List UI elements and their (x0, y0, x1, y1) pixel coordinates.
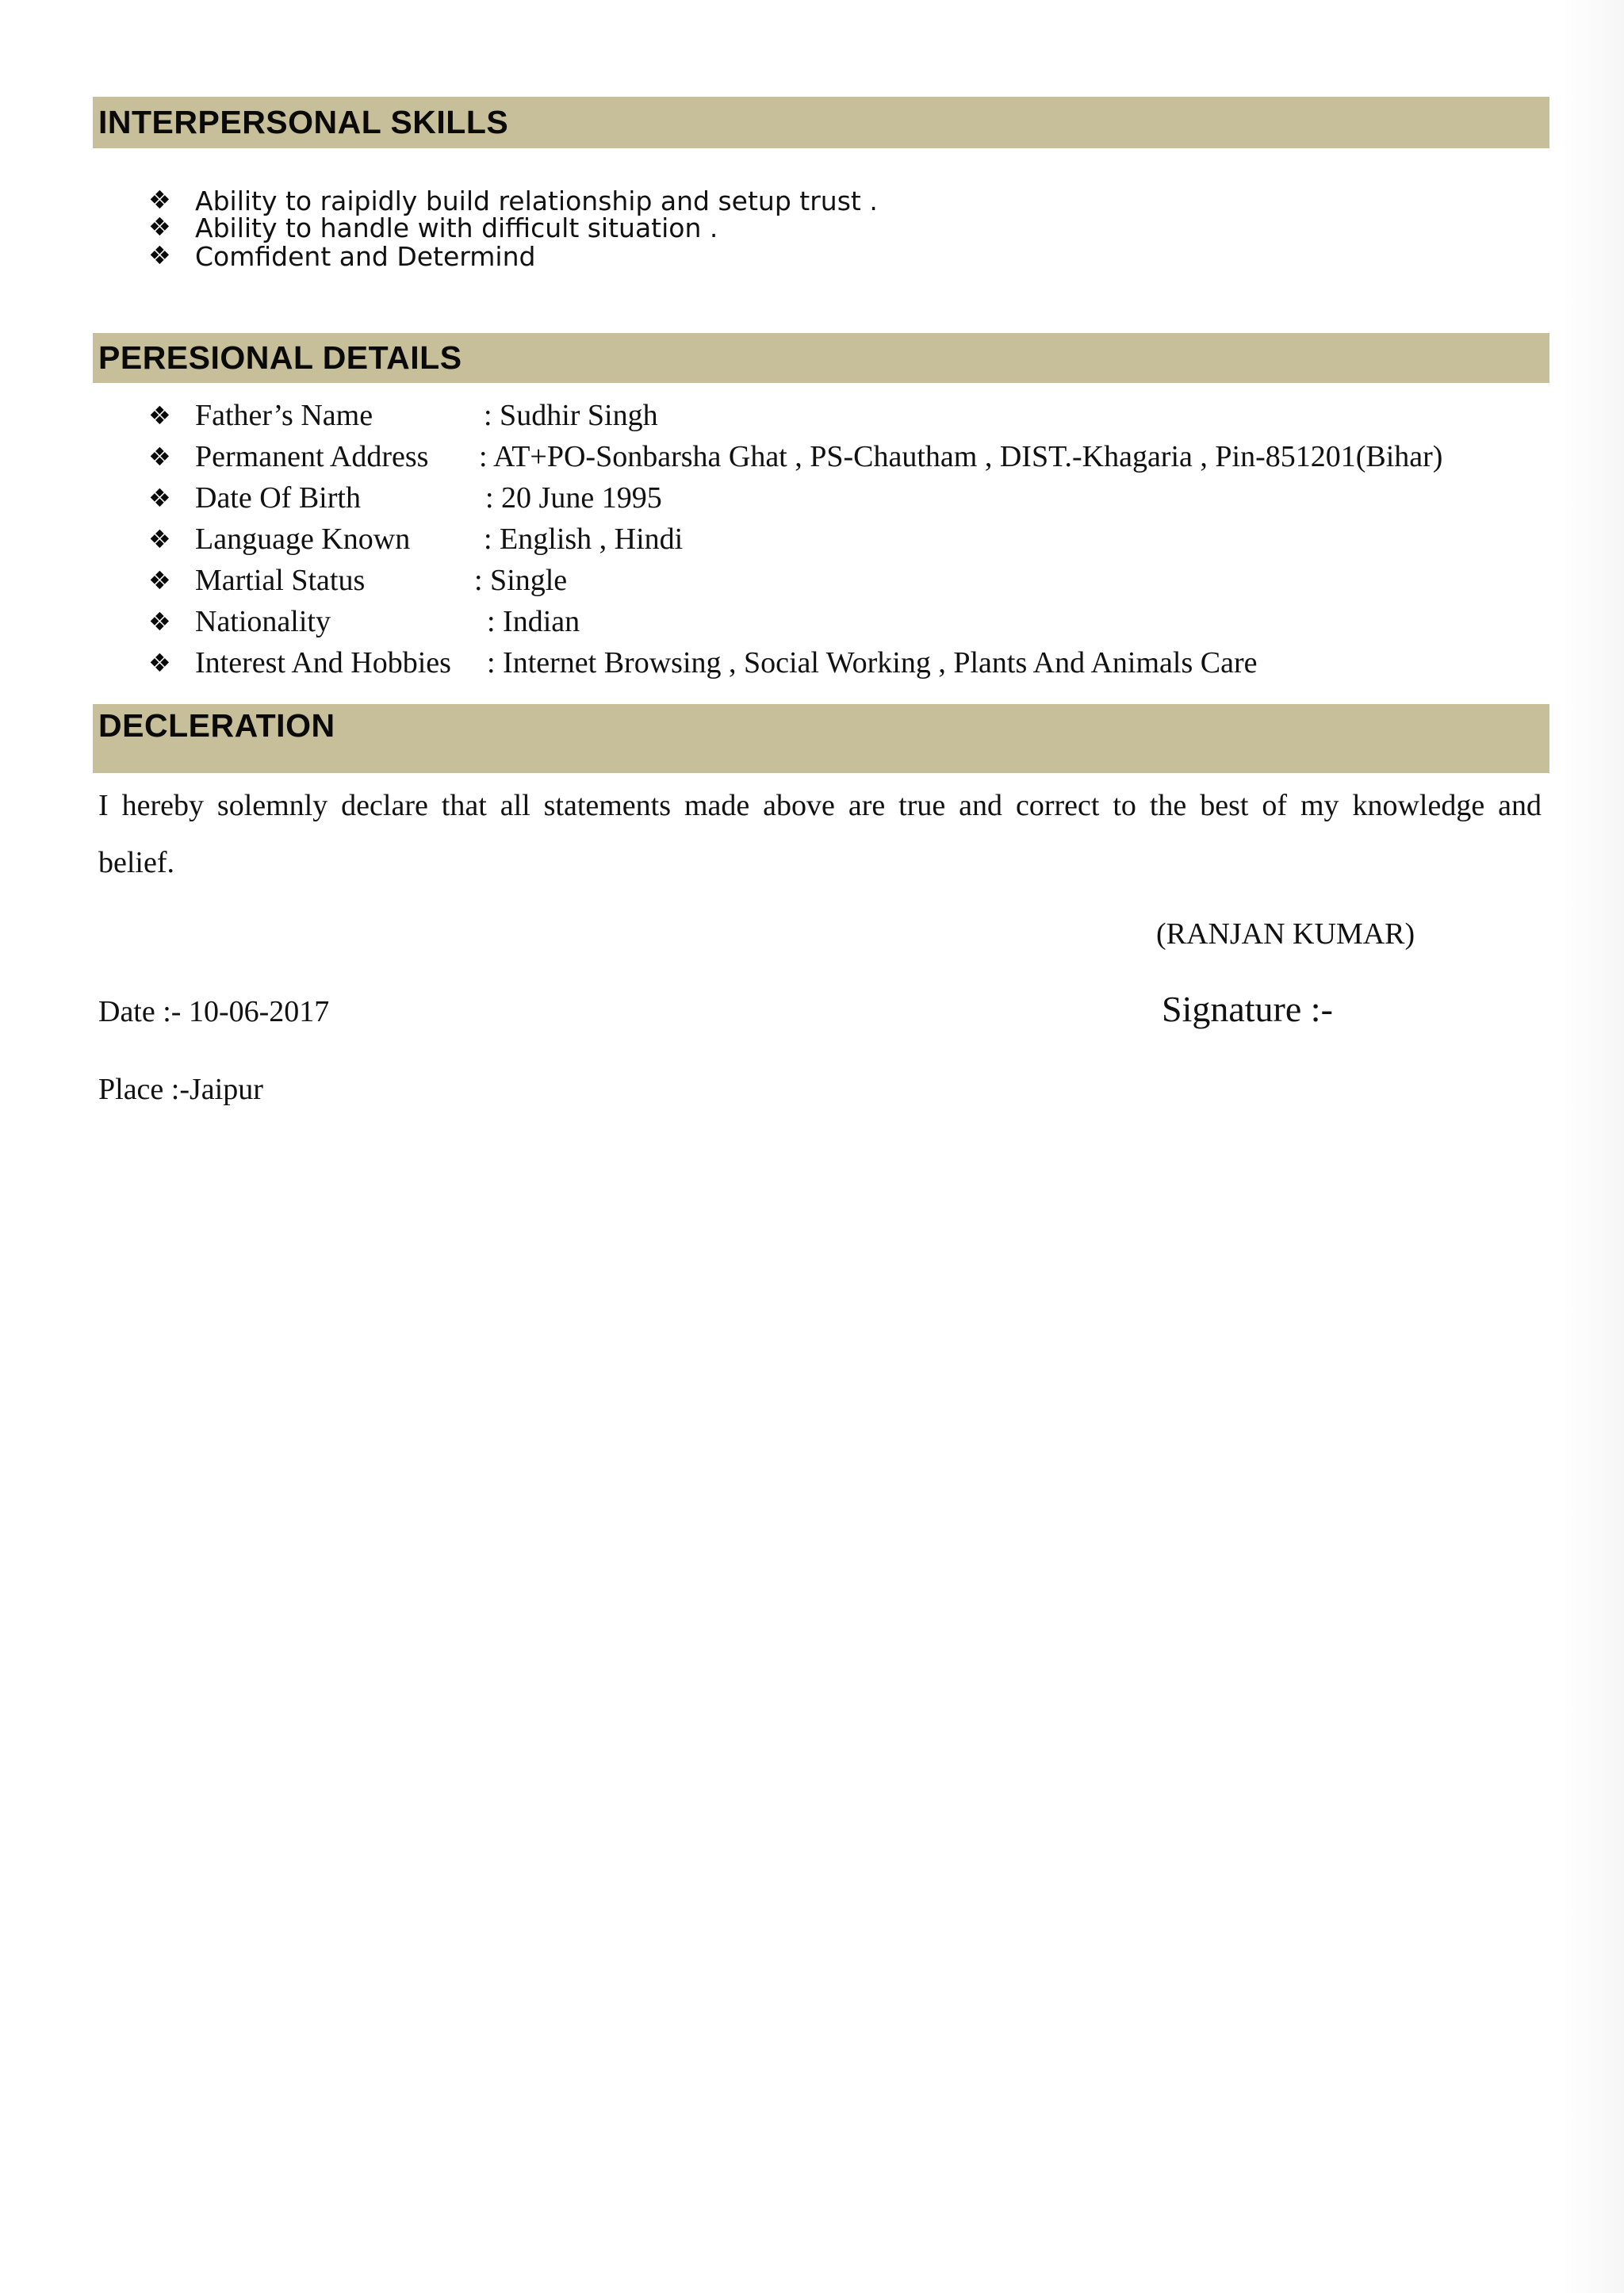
detail-label-permanent-address: Permanent Address (195, 440, 429, 473)
four-diamond-bullet-icon: ❖ (148, 400, 171, 431)
four-diamond-bullet-icon: ❖ (148, 648, 171, 678)
detail-label-fathers-name: Father’s Name (195, 399, 373, 432)
signatory-name: (RANJAN KUMAR) (1156, 917, 1415, 951)
declaration-header (93, 704, 1549, 773)
declaration-line: I hereby solemnly declare that all statements made above are true and correct to the best of my knowledge and (98, 789, 1542, 822)
list-item: Comfident and Determind (195, 241, 536, 272)
four-diamond-bullet-icon: ❖ (148, 524, 171, 554)
detail-label-date-of-birth: Date Of Birth (195, 481, 361, 515)
detail-value-permanent-address: : AT+PO-Sonbarsha Ghat , PS-Chautham , DIST.-Khagaria , Pin-851201(Bihar) (479, 440, 1443, 473)
detail-label-interest-hobbies: Interest And Hobbies (195, 646, 451, 679)
date-line: Date :- 10-06-2017 (98, 995, 330, 1028)
detail-value-interest-hobbies: : Internet Browsing , Social Working , Plants And Animals Care (487, 646, 1258, 679)
four-diamond-bullet-icon: ❖ (148, 442, 171, 472)
detail-value-martial-status: : Single (474, 564, 568, 597)
four-diamond-bullet-icon: ❖ (148, 607, 171, 637)
section-title: INTERPERSONAL SKILLS (98, 104, 509, 140)
detail-value-language-known: : English , Hindi (484, 523, 684, 556)
interpersonal-skills-header (93, 97, 1549, 148)
detail-label-martial-status: Martial Status (195, 564, 366, 597)
personal-details-header (93, 333, 1549, 383)
detail-value-nationality: : Indian (487, 605, 580, 638)
page-edge (1561, 0, 1624, 2293)
four-diamond-bullet-icon: ❖ (148, 565, 171, 595)
list-item: Ability to handle with difficult situation . (195, 212, 718, 243)
detail-value-fathers-name: : Sudhir Singh (484, 399, 658, 432)
four-diamond-bullet-icon: ❖ (148, 240, 171, 270)
signature-label: Signature :- (1162, 989, 1333, 1029)
detail-label-nationality: Nationality (195, 605, 331, 638)
place-line: Place :-Jaipur (98, 1073, 263, 1106)
section-title: PERESIONAL DETAILS (98, 339, 462, 376)
section-title: DECLERATION (98, 707, 335, 744)
detail-label-language-known: Language Known (195, 523, 411, 556)
list-item: Ability to raipidly build relationship and setup trust . (195, 186, 878, 216)
declaration-line: belief. (98, 846, 175, 879)
four-diamond-bullet-icon: ❖ (148, 185, 171, 215)
four-diamond-bullet-icon: ❖ (148, 212, 171, 242)
detail-value-date-of-birth: : 20 June 1995 (485, 481, 662, 515)
four-diamond-bullet-icon: ❖ (148, 483, 171, 513)
